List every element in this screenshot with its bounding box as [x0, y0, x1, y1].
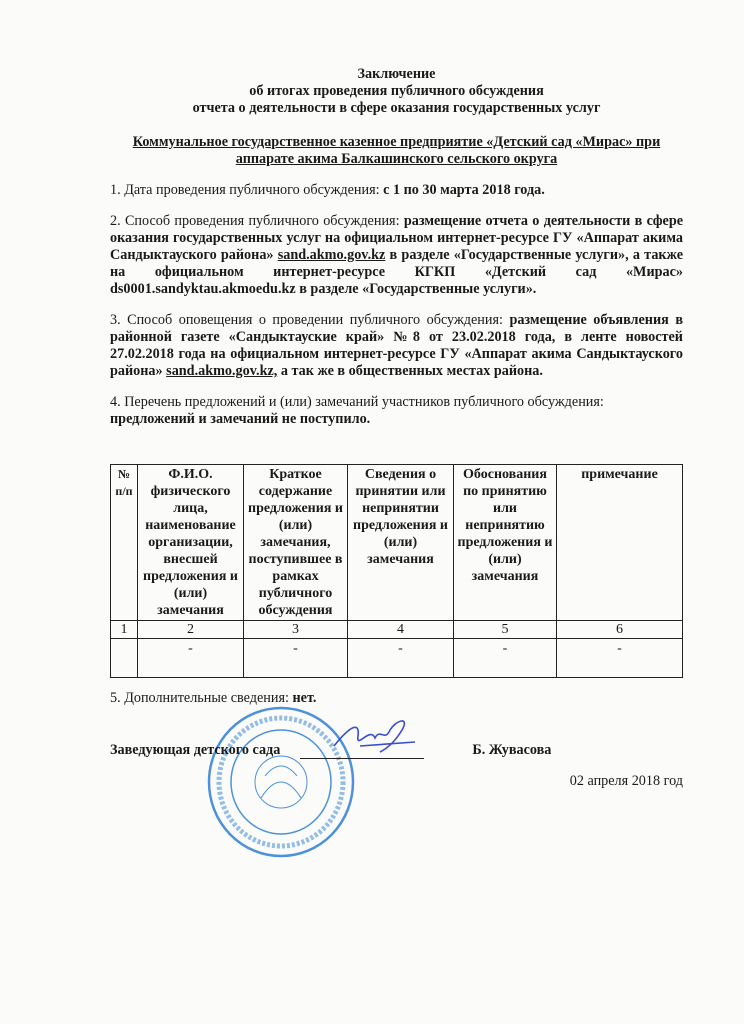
item-value: предложений и замечаний не поступило.: [110, 411, 371, 427]
table-cell: -: [348, 639, 454, 678]
item-value: нет.: [292, 690, 317, 706]
table-cell: [111, 639, 138, 678]
table-header-row: [111, 465, 683, 621]
signatory-position: Заведующая детского сада: [110, 742, 281, 758]
document-body: [110, 0, 683, 790]
table-header: Краткое содержание предложения и (или) замечания, поступившее в рамках публичного обсуждения: [244, 465, 348, 621]
item-additional: [110, 690, 683, 707]
table-cell: -: [244, 639, 348, 678]
item-label: 1. Дата проведения публичного обсуждения:: [110, 182, 384, 198]
item-value: с 1 по 30 марта 2018 года.: [383, 182, 545, 198]
document-title: Заключение: [357, 66, 436, 82]
document-title-block: [110, 66, 683, 117]
table-cell: 5: [454, 621, 557, 639]
table-cell: 2: [138, 621, 244, 639]
document-date: 02 апреля 2018 год: [569, 773, 683, 789]
item-value: размещение отчета о деятельности в сфере оказания государственных услуг на официальном интернет-ресурсе ГУ «Аппарат акима Сандыктауского района»: [110, 213, 684, 263]
table-header: Сведения о принятии или непринятии предложения и (или) замечания: [348, 465, 454, 621]
table-header: примечание: [557, 465, 683, 621]
item-method: [110, 213, 683, 298]
table-row: [111, 639, 683, 678]
item-value: в разделе «Государственные услуги», а также на официальном интернет-ресурсе КГКП «Детский сад «Мирас» ds0001.sandyktau.akmoedu.kz в разделе «Государственные услуги».: [110, 247, 683, 297]
item-notification: [110, 312, 683, 380]
item-value: размещение объявления в районной газете «Сандыктауские край» №8 от 23.02.2018 года, в ленте новостей 27.02.2018 года на официальном интернет-ресурсе ГУ «Аппарат акима Сандыктауского района»: [110, 312, 683, 379]
item-label: 4. Перечень предложений и (или) замечаний участников публичного обсуждения:: [110, 394, 604, 410]
item-label: 3. Способ оповещения о проведении публичного обсуждения:: [110, 312, 510, 328]
item-label: 2. Способ проведения публичного обсуждения:: [110, 213, 404, 229]
table-cell: 6: [557, 621, 683, 639]
table-header: Ф.И.О. физического лица, наименование организации, внесшей предложения и (или) замечания: [138, 465, 244, 621]
table-cell: 1: [111, 621, 138, 639]
website-link[interactable]: sand.akmo.gov.kz: [277, 247, 386, 263]
document-subtitle: отчета о деятельности в сфере оказания государственных услуг: [192, 100, 601, 116]
document-subtitle: об итогах проведения публичного обсуждения: [249, 83, 544, 99]
table-cell: -: [138, 639, 244, 678]
signature-line: [300, 758, 424, 759]
table-cell: -: [454, 639, 557, 678]
table-cell: 4: [348, 621, 454, 639]
signatory-name: Б. Жувасова: [472, 742, 552, 758]
item-date: [110, 182, 683, 199]
table-header: № п/п: [111, 465, 138, 621]
website-link[interactable]: sand.akmo.gov.kz,: [166, 363, 278, 379]
item-proposals: [110, 394, 683, 428]
table-header: Обоснования по принятию или непринятию предложения и (или) замечания: [454, 465, 557, 621]
item-label: 5. Дополнительные сведения:: [110, 690, 293, 706]
item-value: а так же в общественных местах района.: [277, 363, 543, 379]
handwritten-signature: [330, 716, 425, 756]
table-row: [111, 621, 683, 639]
proposals-table: [110, 464, 683, 678]
table-cell: -: [557, 639, 683, 678]
organization-name: Коммунальное государственное казенное предприятие «Детский сад «Мирас» при аппарате акима Балкашинского сельского округа: [132, 134, 661, 167]
table-cell: 3: [244, 621, 348, 639]
